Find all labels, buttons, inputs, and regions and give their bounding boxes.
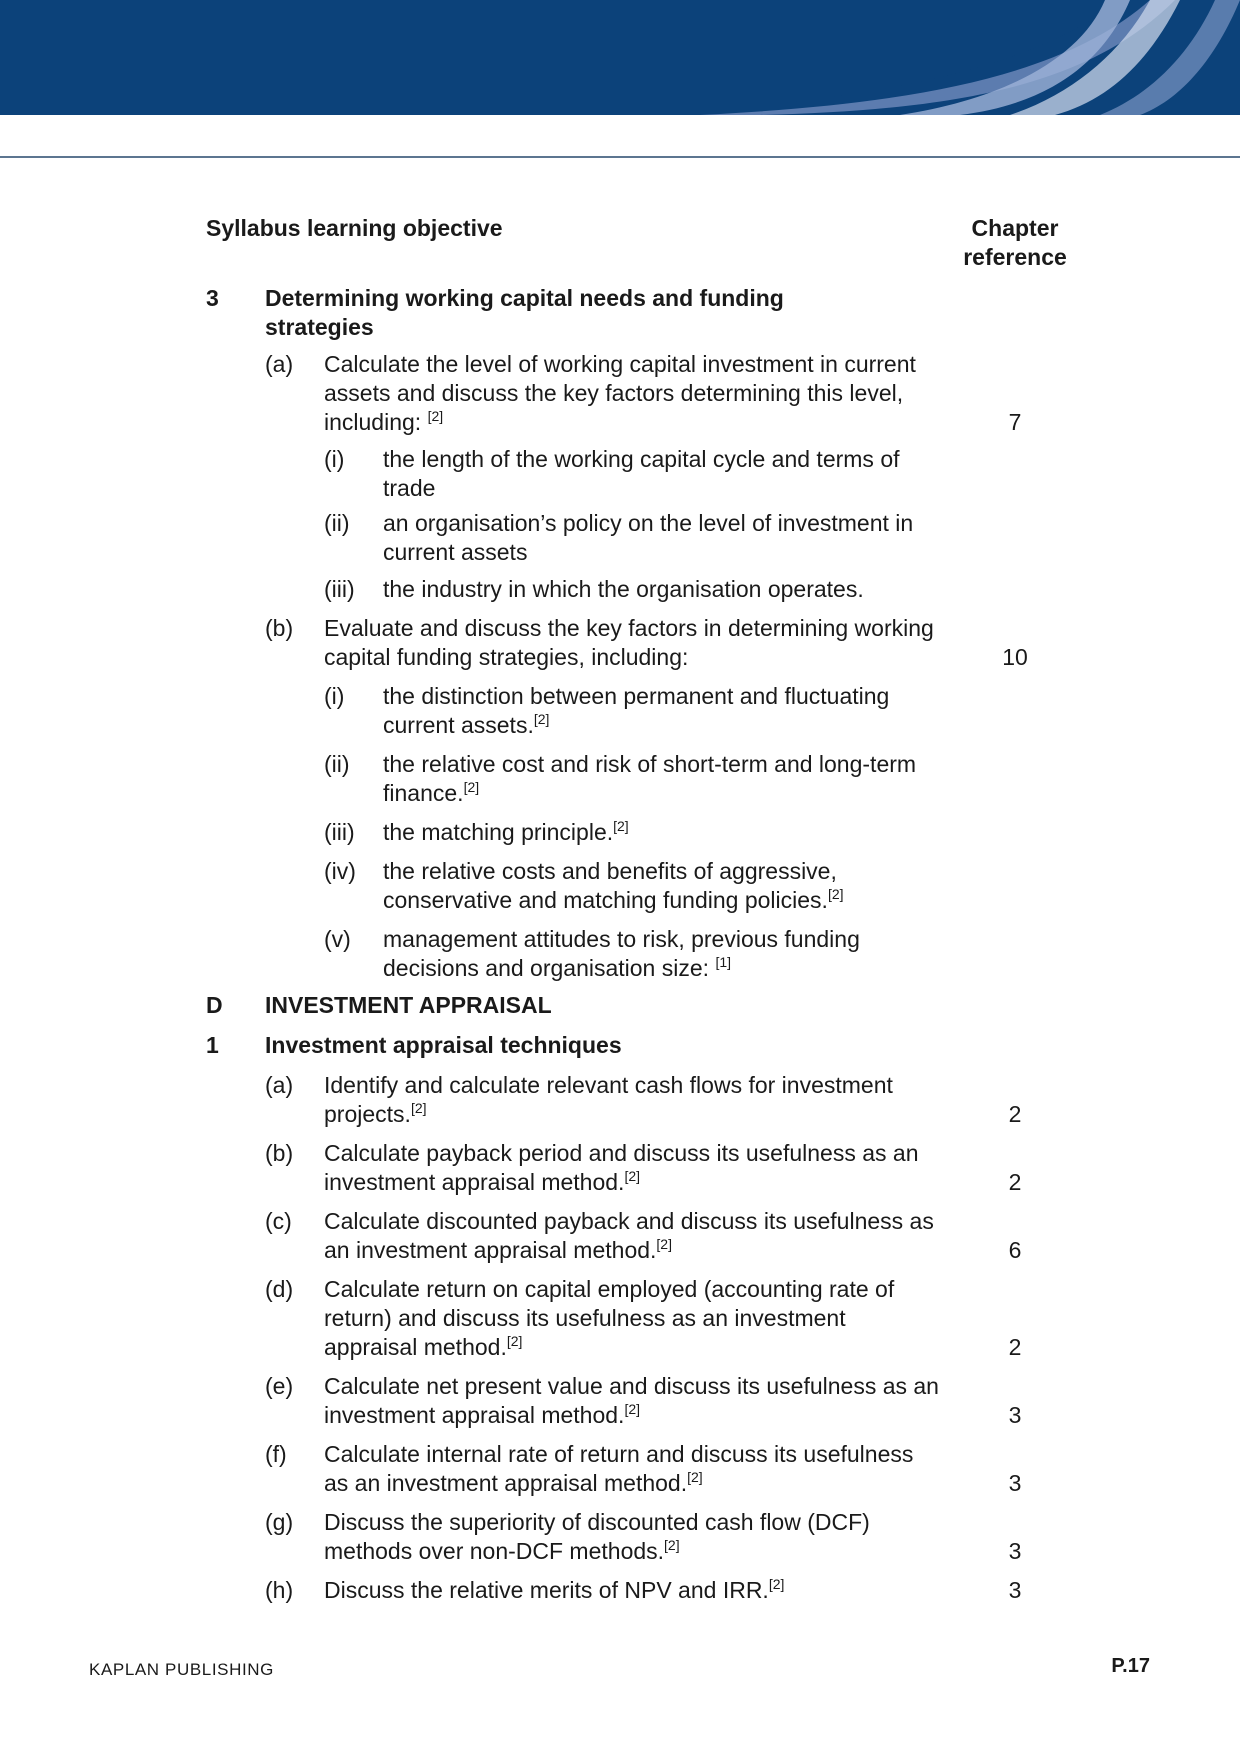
item-text: Calculate discounted payback and discuss its usefulness as an investment appraisal method.[2] bbox=[324, 1208, 934, 1263]
level-ref: [2] bbox=[624, 1168, 641, 1184]
objective-column-header: Syllabus learning objective bbox=[206, 215, 503, 241]
item-marker: (c) bbox=[265, 1208, 292, 1234]
chapter-ref: 3 bbox=[1008, 1577, 1022, 1603]
sub-item-marker: (i) bbox=[324, 683, 345, 709]
sub-item-marker: (v) bbox=[324, 926, 351, 952]
section-number: 1 bbox=[206, 1032, 219, 1058]
sub-item-text: the length of the working capital cycle and terms of trade bbox=[383, 446, 900, 501]
part-letter: D bbox=[206, 992, 223, 1018]
banner-swoosh-graphic bbox=[0, 0, 1240, 115]
chapter-ref: 3 bbox=[1008, 1538, 1022, 1564]
level-ref: [2] bbox=[768, 1576, 785, 1592]
sub-item-text: the industry in which the organisation operates. bbox=[383, 576, 864, 602]
level-ref: [2] bbox=[624, 1401, 641, 1417]
level-ref: [2] bbox=[656, 1236, 672, 1252]
level-ref: [2] bbox=[463, 779, 480, 795]
chapter-ref: 2 bbox=[1008, 1169, 1022, 1195]
chapter-ref: 6 bbox=[1008, 1237, 1022, 1263]
chapter-header-line2: reference bbox=[963, 244, 1067, 270]
chapter-ref: 10 bbox=[1002, 644, 1028, 670]
chapter-ref: 3 bbox=[1008, 1470, 1022, 1496]
item-marker: (b) bbox=[265, 1140, 294, 1166]
chapter-ref: 3 bbox=[1008, 1402, 1022, 1428]
level-ref: [2] bbox=[827, 886, 844, 902]
chapter-ref: 2 bbox=[1008, 1334, 1022, 1360]
item-text: Calculate payback period and discuss its usefulness as an investment appraisal method.[2] bbox=[324, 1140, 919, 1195]
page-number: P.17 bbox=[1111, 1655, 1150, 1677]
item-text: Discuss the superiority of discounted cash flow (DCF) methods over non-DCF methods.[2] bbox=[324, 1509, 870, 1564]
item-text: Calculate net present value and discuss its usefulness as an investment appraisal method.[2] bbox=[324, 1373, 939, 1428]
level-ref: [2] bbox=[533, 711, 550, 727]
item-marker: (a) bbox=[265, 351, 294, 377]
level-ref: [2] bbox=[687, 1469, 703, 1485]
sub-item-text: management attitudes to risk, previous funding decisions and organisation size: [1] bbox=[383, 926, 860, 981]
header-rule bbox=[0, 156, 1240, 158]
item-text: Evaluate and discuss the key factors in determining working capital funding strategies, including: bbox=[324, 615, 934, 670]
sub-item-marker: (i) bbox=[324, 446, 345, 472]
item-text: Discuss the relative merits of NPV and IRR.[2] bbox=[324, 1576, 785, 1603]
sub-item-text: the relative costs and benefits of aggressive, conservative and matching funding policies.[2] bbox=[383, 858, 844, 913]
chapter-column-header bbox=[955, 214, 1075, 272]
chapter-ref: 7 bbox=[1008, 409, 1022, 435]
section-number: 3 bbox=[206, 285, 219, 311]
level-ref: [1] bbox=[715, 954, 732, 970]
item-marker: (e) bbox=[265, 1373, 294, 1399]
item-text: Calculate internal rate of return and discuss its usefulness as an investment appraisal method.[2] bbox=[324, 1441, 914, 1496]
sub-item-marker: (iv) bbox=[324, 858, 356, 884]
sub-item-marker: (ii) bbox=[324, 510, 350, 536]
level-ref: [2] bbox=[613, 818, 629, 834]
item-marker: (f) bbox=[265, 1441, 287, 1467]
level-ref: [2] bbox=[506, 1333, 523, 1349]
sub-item-marker: (ii) bbox=[324, 751, 350, 777]
item-marker: (h) bbox=[265, 1577, 294, 1603]
section-title: Determining working capital needs and funding strategies bbox=[265, 285, 784, 340]
sub-item-text: the distinction between permanent and fluctuating current assets.[2] bbox=[383, 683, 890, 738]
level-ref: [2] bbox=[427, 408, 444, 424]
chapter-ref: 2 bbox=[1008, 1101, 1022, 1127]
part-title: INVESTMENT APPRAISAL bbox=[265, 992, 552, 1018]
item-text: Calculate the level of working capital investment in current assets and discuss the key factors determining this level, including: [2] bbox=[324, 351, 916, 435]
item-marker: (a) bbox=[265, 1072, 294, 1098]
header-banner bbox=[0, 0, 1240, 115]
level-ref: [2] bbox=[664, 1537, 680, 1553]
sub-item-marker: (iii) bbox=[324, 576, 355, 602]
section-title: Investment appraisal techniques bbox=[265, 1032, 622, 1058]
item-text: Calculate return on capital employed (accounting rate of return) and discuss its usefulness as an investment appraisal method.[2] bbox=[324, 1276, 895, 1360]
sub-item-marker: (iii) bbox=[324, 819, 355, 845]
sub-item-text: the matching principle.[2] bbox=[383, 818, 629, 845]
item-text: Identify and calculate relevant cash flows for investment projects.[2] bbox=[324, 1072, 893, 1127]
item-marker: (d) bbox=[265, 1276, 294, 1302]
sub-item-text: an organisation’s policy on the level of investment in current assets bbox=[383, 510, 914, 565]
sub-item-text: the relative cost and risk of short-term and long-term finance.[2] bbox=[383, 751, 917, 806]
item-marker: (g) bbox=[265, 1509, 294, 1535]
chapter-header-line1: Chapter bbox=[971, 215, 1059, 241]
publisher-footer: KAPLAN PUBLISHING bbox=[89, 1660, 274, 1679]
level-ref: [2] bbox=[410, 1100, 427, 1116]
item-marker: (b) bbox=[265, 615, 294, 641]
